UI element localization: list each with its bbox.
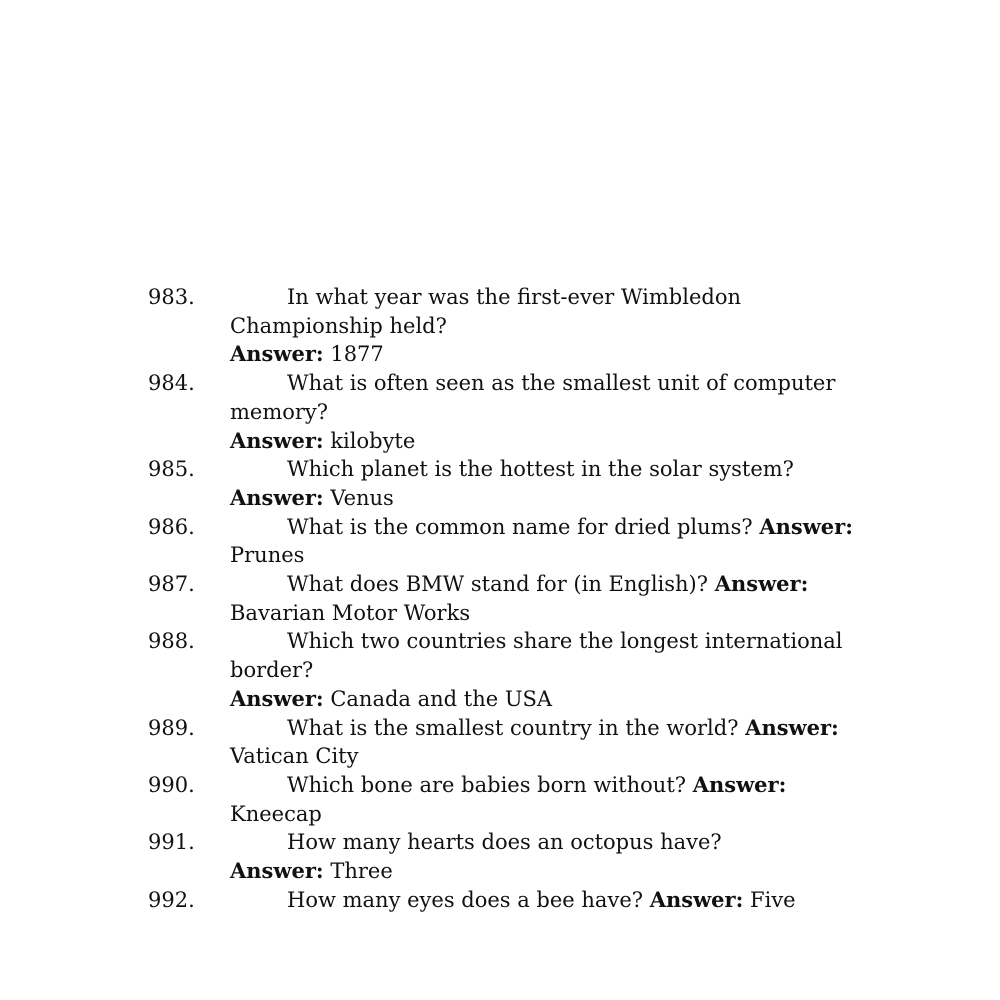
item-number: 986. [148, 514, 195, 539]
answer-label: Answer: [759, 513, 853, 539]
item-number: 984. [148, 371, 195, 396]
answer-label: Answer: [230, 685, 324, 711]
answer-text: Bavarian Motor Works [230, 600, 471, 625]
item-body [173, 570, 868, 627]
item-body [173, 828, 868, 885]
item-body [173, 886, 868, 915]
item-number: 992. [148, 887, 195, 912]
answer-label: Answer: [230, 484, 324, 510]
item-body [173, 283, 868, 369]
question-text: In what year was the first-ever Wimbledon Championship held? [230, 285, 742, 338]
answer-label: Answer: [649, 886, 744, 912]
item-number: 991. [148, 830, 195, 855]
list-item [148, 771, 868, 828]
item-body [173, 627, 868, 713]
trivia-list [148, 283, 868, 914]
item-body [173, 455, 868, 512]
item-number: 988. [148, 629, 195, 654]
question-text: What does BMW stand for (in English)? [287, 572, 709, 597]
answer-label: Answer: [230, 341, 324, 367]
list-item [148, 714, 868, 771]
item-number: 985. [148, 457, 195, 482]
question-text: Which two countries share the longest international border? [230, 629, 843, 683]
list-item [148, 369, 868, 455]
answer-text: Venus [330, 485, 394, 510]
question-text: Which bone are babies born without? [287, 772, 687, 797]
item-number: 989. [148, 715, 195, 740]
item-number: 990. [148, 772, 195, 797]
answer-text: Three [330, 859, 393, 884]
answer-label: Answer: [745, 714, 839, 740]
item-body [173, 714, 868, 771]
question-text: What is often seen as the smallest unit of computer memory? [230, 371, 836, 424]
question-text: What is the common name for dried plums? [287, 514, 753, 539]
answer-text: 1877 [330, 342, 384, 367]
list-item [148, 627, 868, 713]
answer-text: kilobyte [330, 428, 416, 453]
answer-label: Answer: [230, 858, 324, 884]
item-body [173, 369, 868, 455]
question-text: How many hearts does an octopus have? [287, 830, 722, 855]
list-item [148, 570, 868, 627]
item-body [173, 513, 868, 570]
answer-text: Vatican City [230, 744, 359, 769]
list-item [148, 455, 868, 512]
item-body [173, 771, 868, 828]
list-item [148, 828, 868, 885]
question-text: How many eyes does a bee have? [287, 887, 644, 912]
answer-text: Kneecap [230, 801, 322, 826]
question-text: Which planet is the hottest in the solar system? [287, 457, 794, 482]
item-number: 983. [148, 285, 195, 309]
answer-label: Answer: [692, 771, 787, 797]
answer-label: Answer: [714, 571, 809, 597]
answer-text: Canada and the USA [330, 686, 553, 711]
list-item [148, 283, 868, 369]
answer-text: Five [750, 887, 796, 912]
list-item [148, 886, 868, 915]
question-text: What is the smallest country in the world? [287, 715, 739, 740]
answer-label: Answer: [230, 427, 324, 453]
item-number: 987. [148, 572, 195, 597]
answer-text: Prunes [230, 543, 305, 568]
list-item [148, 513, 868, 570]
